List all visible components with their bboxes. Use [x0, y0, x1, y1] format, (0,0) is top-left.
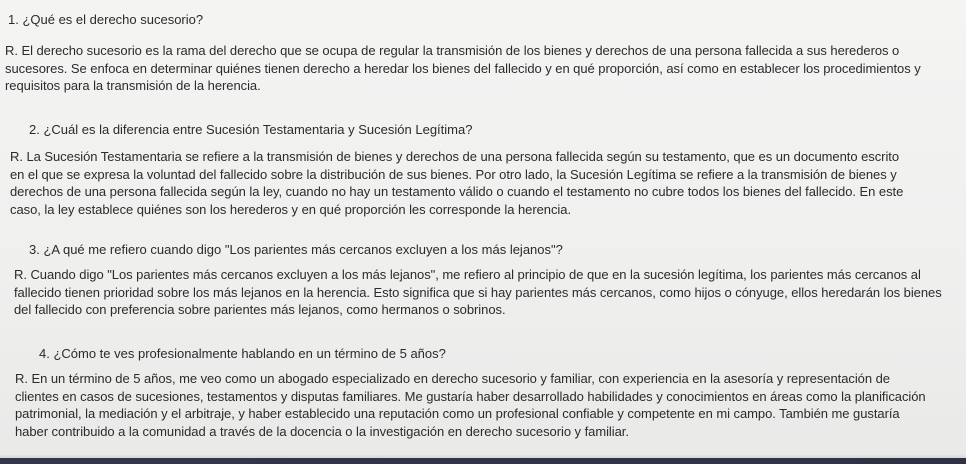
question-2: 2. ¿Cuál es la diferencia entre Sucesión Testamentaria y Sucesión Legítima? — [29, 122, 473, 137]
question-3: 3. ¿A qué me refiero cuando digo "Los parientes más cercanos excluyen a los más lejanos"? — [29, 242, 563, 257]
question-1: 1. ¿Qué es el derecho sucesorio? — [8, 12, 204, 27]
question-4: 4. ¿Cómo te ves profesionalmente hablando en un término de 5 años? — [39, 346, 446, 361]
bottom-edge-bar — [0, 458, 966, 464]
answer-2: R. La Sucesión Testamentaria se refiere a la transmisión de bienes y derechos de una persona fallecida según su testamento, que es un documento escrito en el que se expresa la voluntad del fallecido sobre la distribución de sus bienes. Por otro lado, la Sucesión Legítima se refiere a la transmisión de bienes y derechos de una persona fallecida según la ley, cuando no hay un testamento válido o cuando el testamento no cubre todos los bienes del fallecido. En este caso, la ley establece quiénes son los herederos y en qué proporción les corresponde la herencia. — [10, 149, 904, 217]
answer-1: R. El derecho sucesorio es la rama del derecho que se ocupa de regular la transmisión de los bienes y derechos de una persona fallecida a sus herederos o sucesores. Se enfoca en determinar quiénes tienen derecho a heredar los bienes del fallecido y en qué proporción, así como en establecer los procedimientos y requisitos para la transmisión de la herencia. — [5, 43, 921, 93]
answer-3: R. Cuando digo "Los parientes más cercanos excluyen a los más lejanos", me refiero al principio de que en la sucesión legítima, los parientes más cercanos al fallecido tienen prioridad sobre los más lejanos en la herencia. Esto significa que si hay parientes más cercanos, como hijos o cónyuge, ellos heredarán los bienes del fallecido con preferencia sobre parientes más lejanos, como hermanos o sobrinos. — [14, 267, 942, 317]
answer-4: R. En un término de 5 años, me veo como un abogado especializado en derecho sucesorio y familiar, con experiencia en la asesoría y representación de clientes en casos de sucesiones, testamentos y disputas familiares. Me gustaría haber desarrollado habilidades y conocimientos en áreas como la planificación patrimonial, la mediación y el arbitraje, y haber establecido una reputación como un profesional confiable y competente en mi campo. También me gustaría haber contribuido a la comunidad a través de la docencia o la investigación en derecho sucesorio y familiar. — [15, 371, 926, 439]
